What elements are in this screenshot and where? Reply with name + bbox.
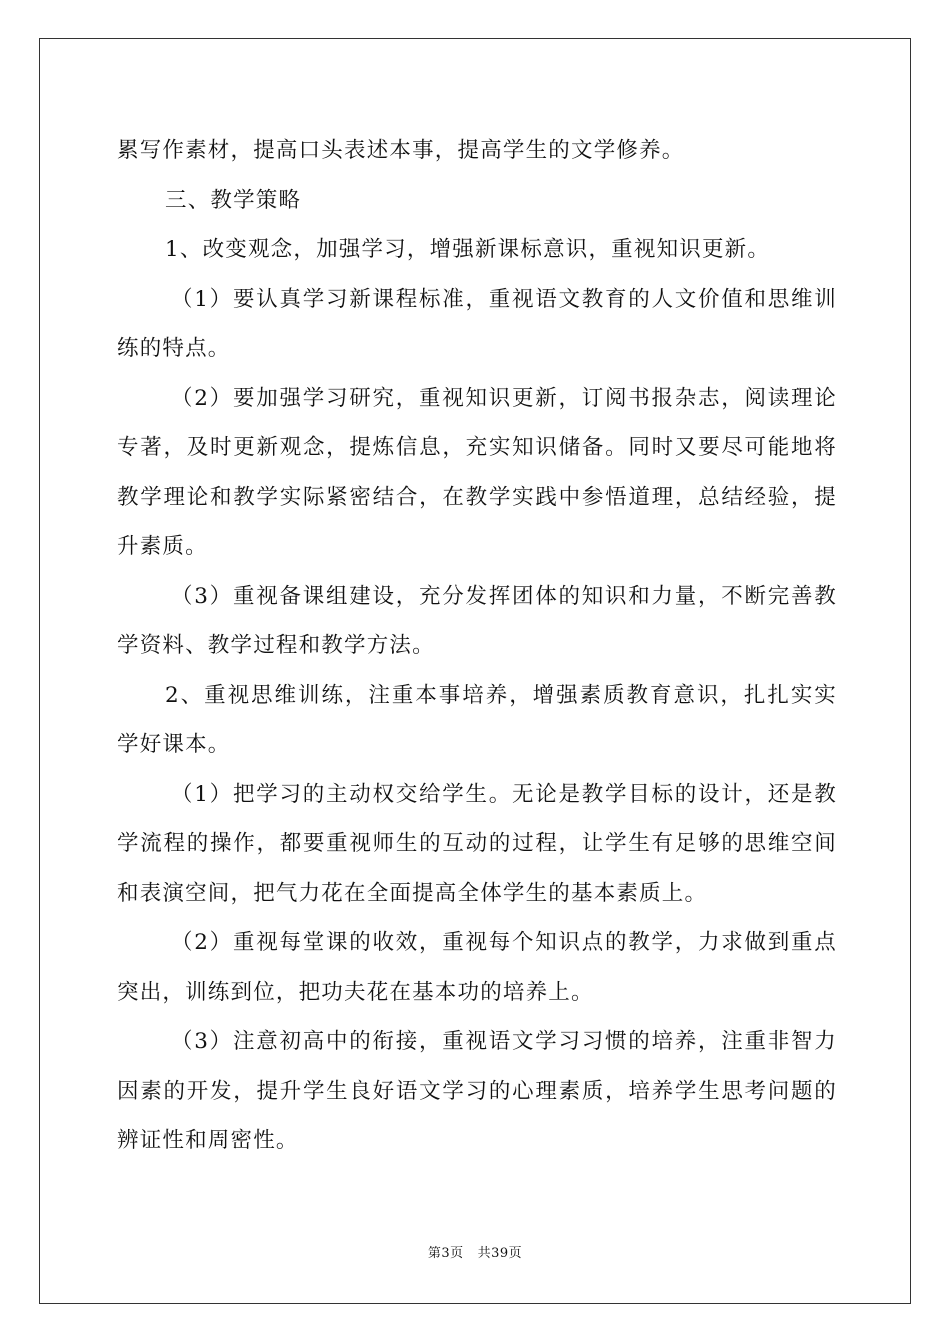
strategy-point-2-sub-1: （1）把学习的主动权交给学生。无论是教学目标的设计，还是教学流程的操作，都要重视师生的互动的过程，让学生有足够的思维空间和表演空间，把气力花在全面提高全体学生的基本素质上。 (117, 781, 837, 906)
strategy-point-1: 1、改变观念，加强学习，增强新课标意识，重视知识更新。 (165, 237, 771, 262)
strategy-point-2-sub-2: （2）重视每堂课的收效，重视每个知识点的教学，力求做到重点突出，训练到位，把功夫花在基本功的培养上。 (117, 930, 837, 1005)
current-page-number: 第3页 (427, 1246, 464, 1261)
document-body (117, 126, 837, 1166)
section-heading-teaching-strategy: 三、教学策略 (165, 187, 302, 213)
strategy-point-2: 2、重视思维训练，注重本事培养，增强素质教育意识，扎扎实实学好课本。 (117, 682, 837, 757)
total-page-count: 共39页 (477, 1246, 523, 1261)
paragraph-continuation: 累写作素材，提高口头表述本事，提高学生的文学修养。 (117, 138, 685, 163)
strategy-point-1-sub-1: （1）要认真学习新课程标准，重视语文教育的人文价值和思维训练的特点。 (117, 286, 837, 361)
strategy-point-2-sub-3: （3）注意初高中的衔接，重视语文学习习惯的培养，注重非智力因素的开发，提升学生良好语文学习的心理素质，培养学生思考问题的辨证性和周密性。 (117, 1029, 837, 1153)
strategy-point-1-sub-2: （2）要加强学习研究，重视知识更新，订阅书报杂志，阅读理论专著，及时更新观念，提炼信息，充实知识储备。同时又要尽可能地将教学理论和教学实际紧密结合，在教学实践中参悟道理，总结经验，提升素质。 (117, 385, 837, 559)
strategy-point-1-sub-3: （3）重视备课组建设，充分发挥团体的知识和力量，不断完善教学资料、教学过程和教学方法。 (117, 583, 837, 658)
page-footer (0, 1245, 950, 1263)
